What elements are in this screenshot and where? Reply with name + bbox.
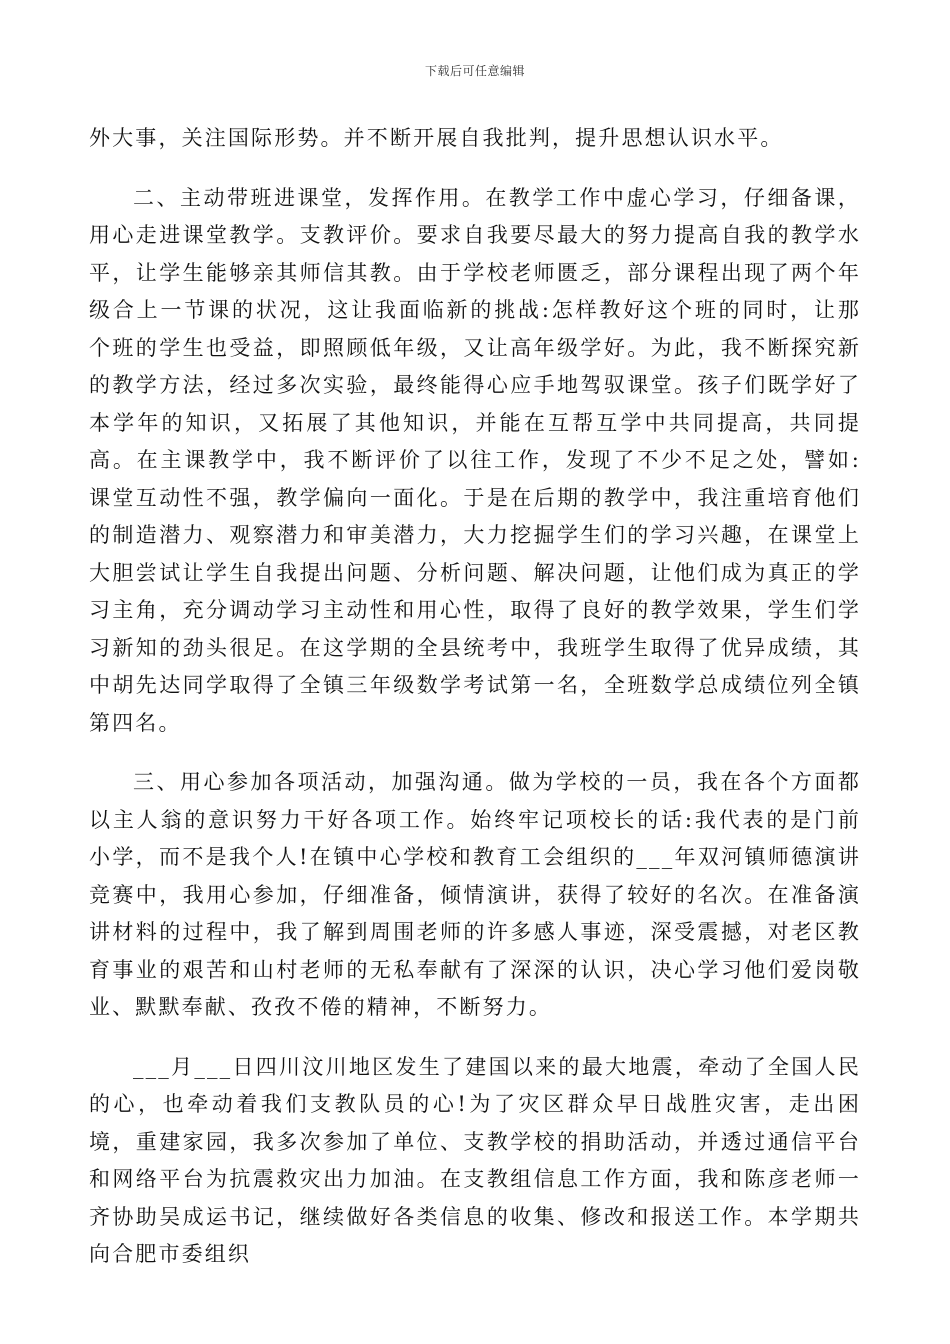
page-header: 下载后可任意编辑 xyxy=(424,64,525,78)
paragraph-continuation: 外大事，关注国际形势。并不断开展自我批判，提升思想认识水平。 xyxy=(89,126,784,150)
paragraph-section-two: 二、主动带班进课堂，发挥作用。在教学工作中虚心学习，仔细备课，用心走进课堂教学。支教评价。要求自我要尽最大的努力提高自我的教学水平，让学生能够亲其师信其教。由于学校老师匮乏，部分课程出现了两个年级合上一节课的状况，这让我面临新的挑战:怎样教好这个班的同时，让那个班的学生也受益，即照顾低年级，又让高年级学好。为此，我不断探究新的教学方法，经过多次实验，最终能得心应手地驾驭课堂。孩子们既学好了本学年的知识，又拓展了其他知识，并能在互帮互学中共同提高，共同提高。在主课教学中，我不断评价了以往工作，发现了不少不足之处，譬如:课堂互动性不强，教学偏向一面化。于是在后期的教学中，我注重培育他们的制造潜力、观察潜力和审美潜力，大力挖掘学生们的学习兴趣，在课堂上大胆尝试让学生自我提出问题、分析问题、解决问题，让他们成为真正的学习主角，充分调动学习主动性和用心性，取得了良好的教学效果，学生们学习新知的劲头很足。在这学期的全县统考中，我班学生取得了优异成绩，其中胡先达同学取得了全镇三年级数学考试第一名，全班数学总成绩位列全镇第四名。 xyxy=(89,185,861,735)
paragraph-section-three: 三、用心参加各项活动，加强沟通。做为学校的一员，我在各个方面都以主人翁的意识努力干好各项工作。始终牢记项校长的话:我代表的是门前小学，而不是我个人!在镇中心学校和教育工会组织的___年双河镇师德演讲竞赛中，我用心参加，仔细准备，倾情演讲，获得了较好的名次。在准备演讲材料的过程中，我了解到周围老师的许多感人事迹，深受震撼，对老区教育事业的艰苦和山村老师的无私奉献有了深深的认识，决心学习他们爱岗敬业、默默奉献、孜孜不倦的精神，不断努力。 xyxy=(89,770,861,1019)
document-body xyxy=(89,120,861,1274)
paragraph-earthquake: ___月___日四川汶川地区发生了建国以来的最大地震，牵动了全国人民的心，也牵动着我们支教队员的心!为了灾区群众早日战胜灾害，走出困境，重建家园，我多次参加了单位、支教学校的捐助活动，并透过通信平台和网络平台为抗震救灾出力加油。在支教组信息工作方面，我和陈彦老师一齐协助吴成运书记，继续做好各类信息的收集、修改和报送工作。本学期共向合肥市委组织 xyxy=(89,1054,861,1266)
